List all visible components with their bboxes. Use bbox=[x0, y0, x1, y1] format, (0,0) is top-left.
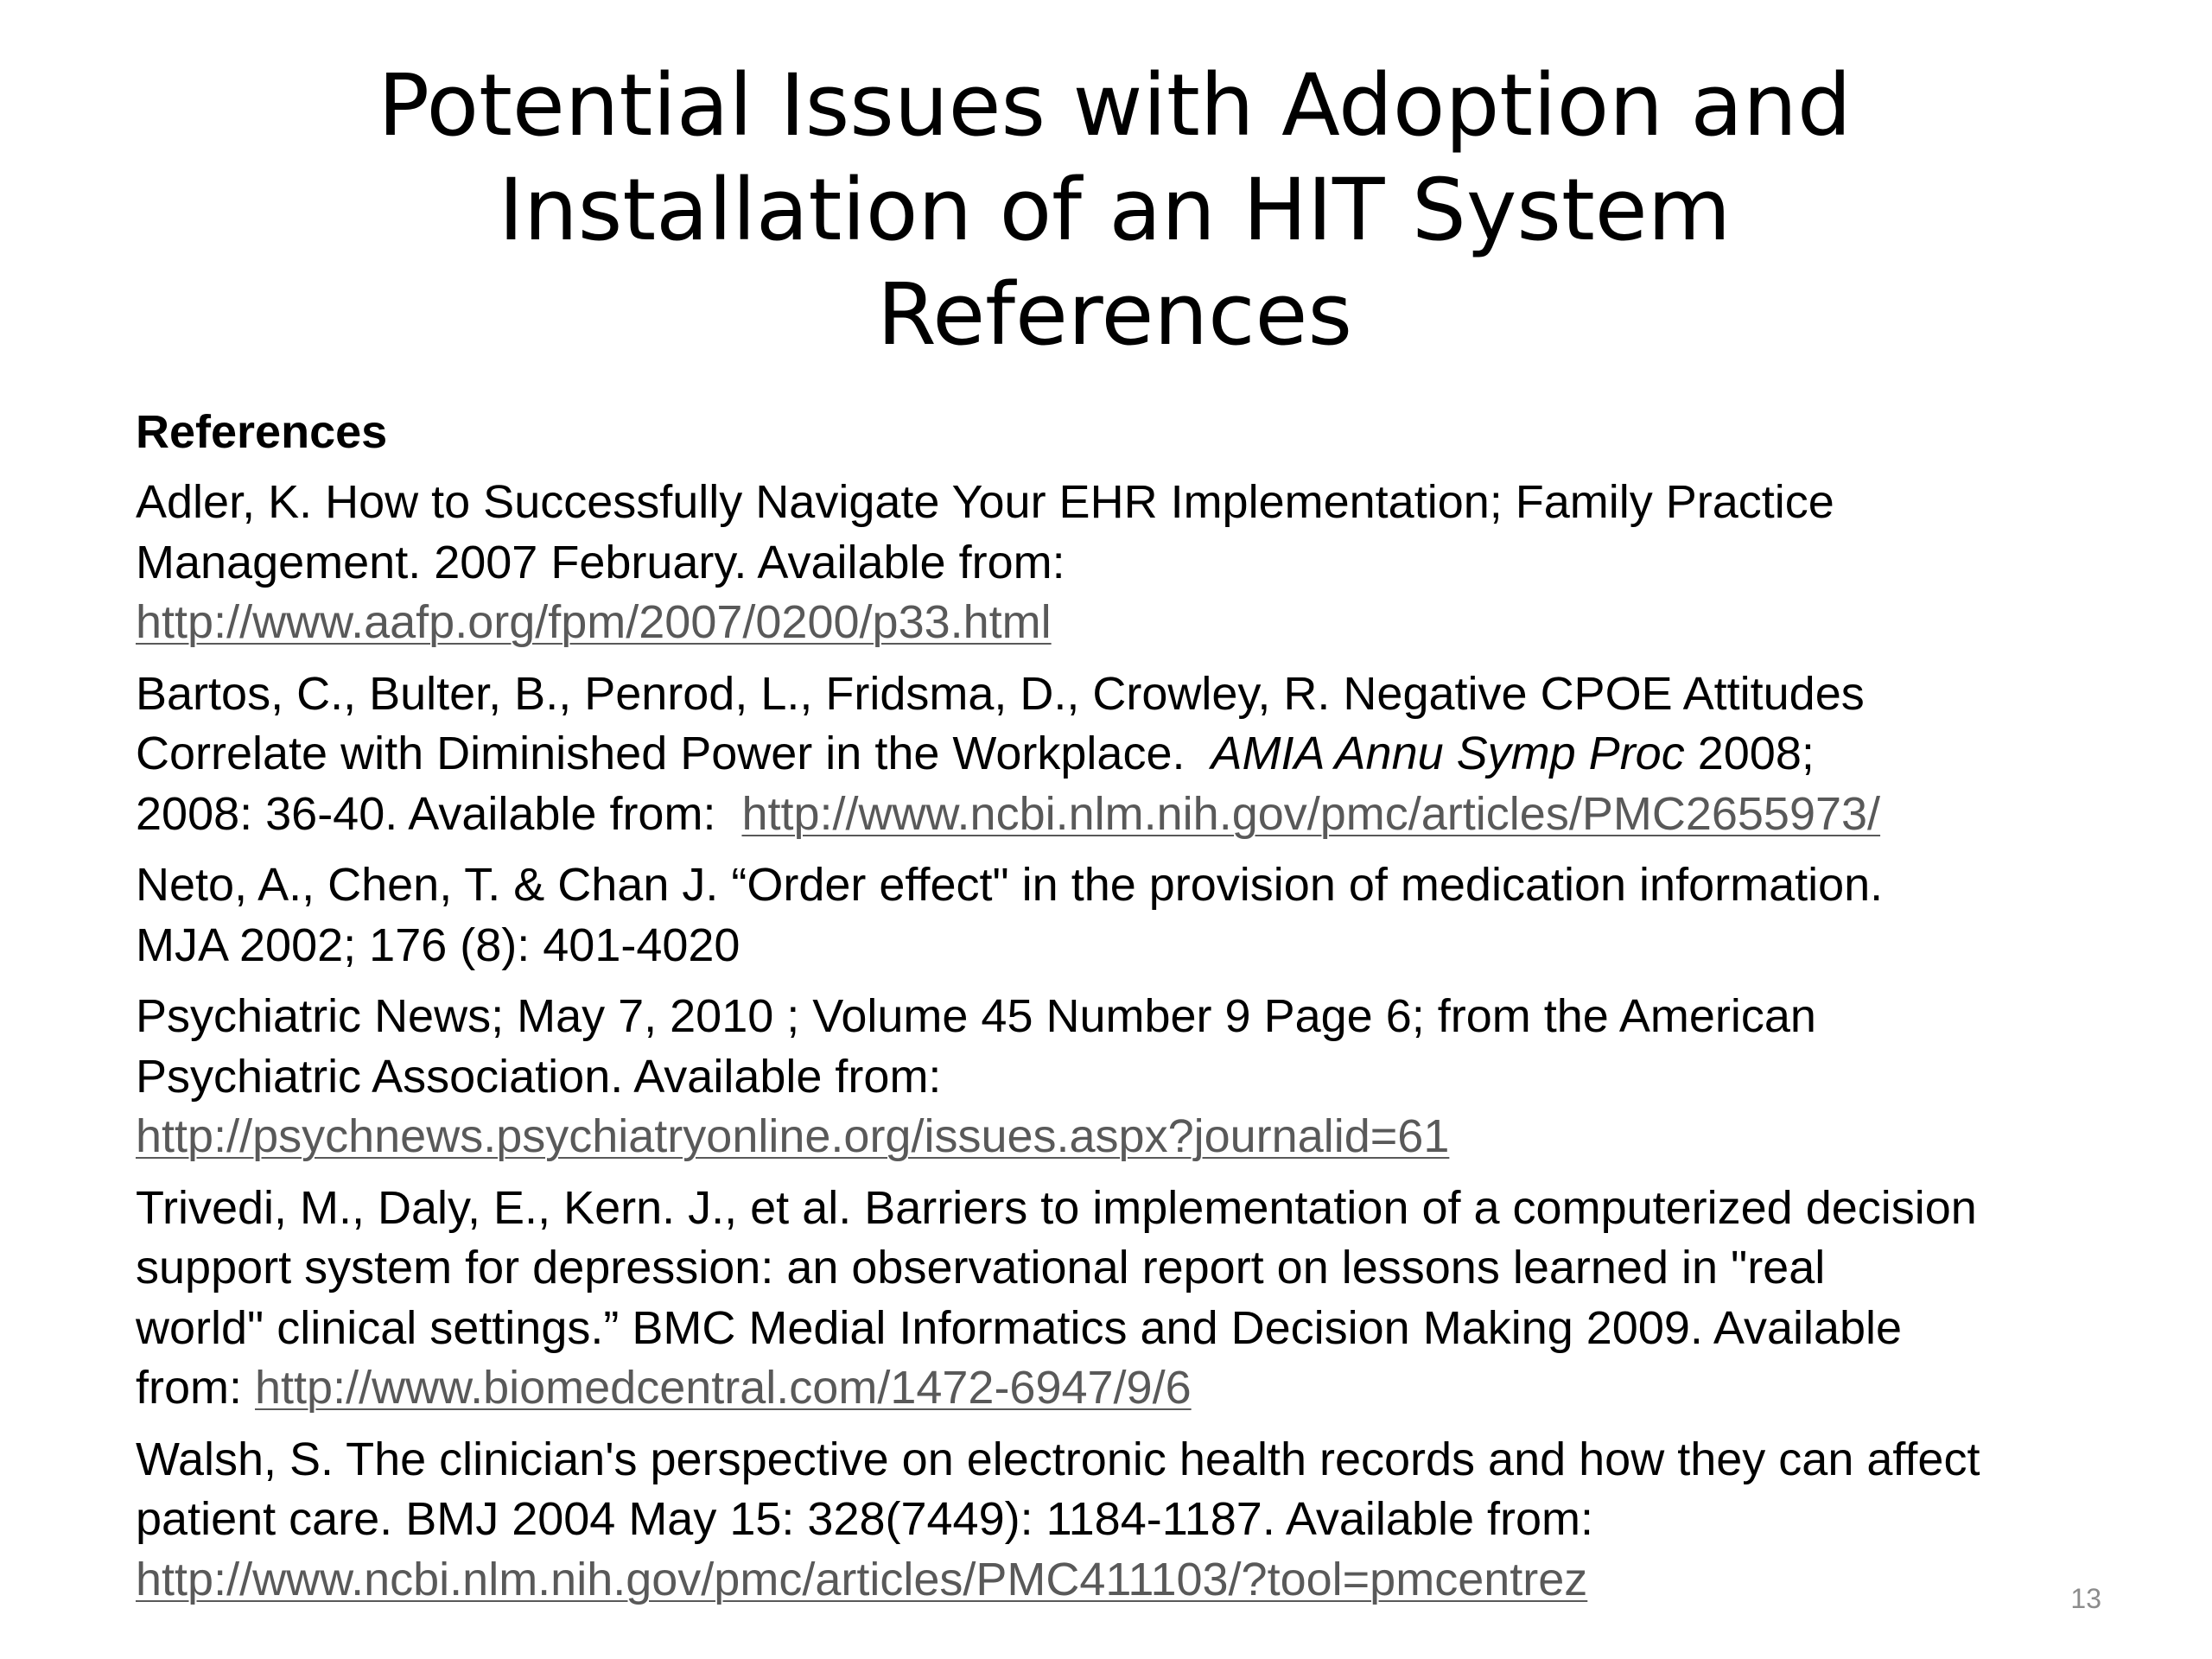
reference-link[interactable]: http://www.ncbi.nlm.nih.gov/pmc/articles/PMC411103/?tool=pmcentrez bbox=[136, 1553, 1588, 1605]
slide-title-line: Potential Issues with Adoption and bbox=[378, 56, 1852, 156]
reference-link[interactable]: http://www.biomedcentral.com/1472-6947/9/6 bbox=[255, 1362, 1192, 1414]
reference-item bbox=[136, 987, 2123, 1167]
reference-item bbox=[136, 1179, 2123, 1419]
reference-text: Neto, A., Chen, T. & Chan J. “Order effect" in the provision of medication information. bbox=[136, 859, 1884, 911]
reference-text: patient care. BMJ 2004 May 15: 328(7449): 1184-1187. Available from: bbox=[136, 1493, 1594, 1545]
reference-link[interactable]: http://www.ncbi.nlm.nih.gov/pmc/articles/PMC2655973/ bbox=[741, 787, 1881, 840]
reference-text: Adler, K. How to Successfully Navigate Your EHR Implementation; Family Practice bbox=[136, 476, 1834, 528]
reference-text: MJA 2002; 176 (8): 401-4020 bbox=[136, 918, 741, 971]
slide-title bbox=[0, 54, 2212, 367]
reference-text: Correlate with Diminished Power in the Workplace. bbox=[136, 728, 1211, 779]
slide-title-line: References bbox=[876, 265, 1353, 365]
reference-text: Management. 2007 February. Available from: bbox=[136, 536, 1065, 588]
reference-text: world" clinical settings.” BMC Medial Informatics and Decision Making 2009. Available bbox=[136, 1301, 1903, 1354]
reference-item bbox=[136, 1430, 2123, 1611]
reference-item bbox=[136, 473, 2123, 653]
reference-text: Trivedi, M., Daly, E., Kern. J., et al. Barriers to implementation of a computerized decision bbox=[136, 1181, 1977, 1234]
reference-text: Walsh, S. The clinician's perspective on electronic health records and how they can affect bbox=[136, 1433, 1980, 1485]
reference-list bbox=[136, 473, 2123, 1621]
reference-text: 2008: 36-40. Available from: bbox=[136, 787, 742, 840]
reference-text: 2008; bbox=[1684, 728, 1815, 779]
reference-text: from: bbox=[136, 1362, 256, 1414]
reference-text: support system for depression: an observational report on lessons learned in "real bbox=[136, 1242, 1826, 1294]
reference-text: Psychiatric News; May 7, 2010 ; Volume 45 Number 9 Page 6; from the American bbox=[136, 990, 1816, 1042]
reference-link[interactable]: http://www.aafp.org/fpm/2007/0200/p33.html bbox=[136, 596, 1052, 648]
reference-item bbox=[136, 855, 2123, 976]
reference-text: Bartos, C., Bulter, B., Penrod, L., Fridsma, D., Crowley, R. Negative CPOE Attitudes bbox=[136, 667, 1865, 720]
page-number: 13 bbox=[2070, 1583, 2101, 1614]
reference-journal: AMIA Annu Symp Proc bbox=[1211, 728, 1685, 779]
reference-link[interactable]: http://psychnews.psychiatryonline.org/issues.aspx?journalid=61 bbox=[136, 1110, 1450, 1162]
references-heading: References bbox=[136, 406, 388, 458]
reference-item bbox=[136, 664, 2123, 845]
reference-text: Psychiatric Association. Available from: bbox=[136, 1050, 942, 1103]
slide-title-line: Installation of an HIT System bbox=[498, 161, 1732, 260]
